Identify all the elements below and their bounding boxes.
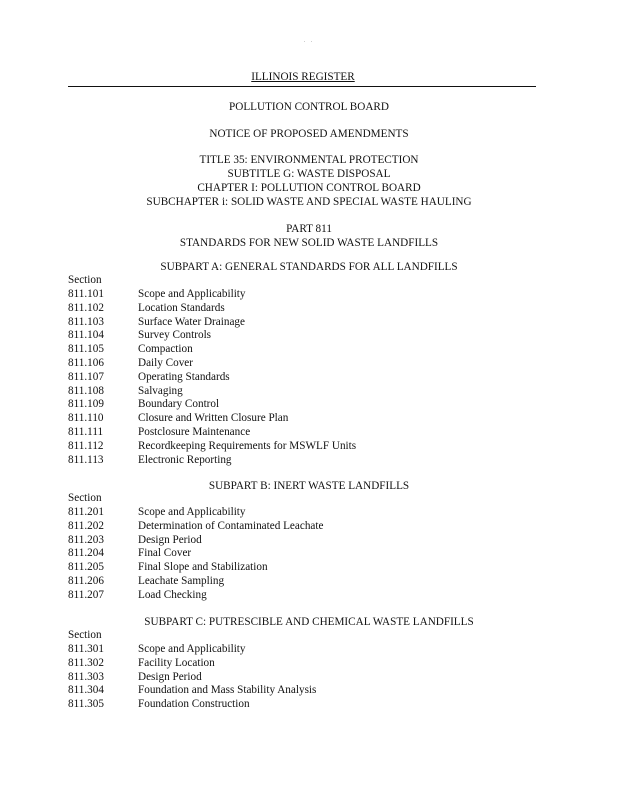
toc-row — [68, 520, 548, 534]
section-title: Postclosure Maintenance — [138, 425, 251, 438]
section-title: Final Cover — [138, 547, 192, 560]
toc-row — [68, 329, 548, 343]
section-number: 811.112 — [68, 439, 104, 452]
title-line: TITLE 35: ENVIRONMENTAL PROTECTION — [199, 154, 419, 166]
section-number: 811.301 — [68, 643, 104, 655]
section-title: Location Standards — [138, 301, 225, 314]
section-number: 811.113 — [68, 453, 104, 466]
section-title: Closure and Written Closure Plan — [138, 412, 289, 425]
agency-name: POLLUTION CONTROL BOARD — [229, 101, 389, 113]
toc-row — [68, 426, 548, 440]
section-title: Design Period — [138, 533, 202, 546]
section-title: Operating Standards — [138, 370, 230, 383]
toc-row — [68, 643, 548, 657]
subpart-a-heading-wrap — [0, 260, 618, 274]
toc-row — [68, 561, 548, 575]
section-title: Final Slope and Stabilization — [138, 561, 268, 574]
section-title: Leachate Sampling — [138, 574, 225, 587]
header-rule — [68, 86, 536, 87]
agency-heading — [0, 100, 618, 114]
toc-row — [68, 343, 548, 357]
section-number: 811.203 — [68, 533, 104, 546]
section-number: 811.204 — [68, 547, 104, 560]
section-title: Survey Controls — [138, 329, 212, 342]
section-title: Foundation Construction — [138, 698, 250, 711]
toc-row — [68, 316, 548, 330]
toc-row — [68, 454, 548, 468]
notice-title: NOTICE OF PROPOSED AMENDMENTS — [209, 128, 409, 140]
part-block — [0, 222, 618, 250]
subchapter-line: SUBCHAPTER i: SOLID WASTE AND SPECIAL WASTE HAULING — [146, 196, 472, 208]
part-number: PART 811 — [286, 223, 332, 235]
section-number: 811.302 — [68, 656, 104, 669]
toc-row — [68, 589, 548, 603]
page-top-marks: . . — [303, 38, 315, 44]
toc-row — [68, 698, 548, 712]
toc-row — [68, 506, 548, 520]
subpart-b-heading-wrap — [0, 479, 618, 493]
toc-row — [68, 575, 548, 589]
toc-row — [68, 398, 548, 412]
section-title: Recordkeeping Requirements for MSWLF Units — [138, 439, 357, 452]
subpart-c-heading-wrap — [0, 615, 618, 629]
chapter-line: CHAPTER I: POLLUTION CONTROL BOARD — [197, 182, 421, 194]
section-number: 811.106 — [68, 356, 104, 369]
toc-row — [68, 547, 548, 561]
toc-row — [68, 534, 548, 548]
section-title: Scope and Applicability — [138, 643, 246, 655]
toc-row — [68, 357, 548, 371]
section-label: Section — [68, 274, 102, 286]
toc-row — [68, 671, 548, 685]
section-title: Scope and Applicability — [138, 506, 246, 518]
section-number: 811.305 — [68, 698, 104, 711]
section-number: 811.207 — [68, 588, 104, 601]
section-number: 811.110 — [68, 412, 104, 425]
title-block — [0, 153, 618, 209]
section-number: 811.103 — [68, 315, 104, 328]
section-title: Surface Water Drainage — [138, 315, 245, 328]
subpart-b-toc — [68, 506, 548, 603]
section-title: Scope and Applicability — [138, 288, 246, 300]
subpart-a-toc — [68, 288, 548, 467]
section-title: Foundation and Mass Stability Analysis — [138, 684, 317, 697]
section-number: 811.104 — [68, 329, 104, 342]
toc-row — [68, 371, 548, 385]
section-number: 811.206 — [68, 574, 104, 587]
section-title: Electronic Reporting — [138, 453, 232, 466]
section-label: Section — [68, 629, 102, 641]
subpart-heading: SUBPART B: INERT WASTE LANDFILLS — [208, 480, 410, 492]
section-number: 811.109 — [68, 398, 104, 411]
toc-row — [68, 385, 548, 399]
subpart-heading: SUBPART A: GENERAL STANDARDS FOR ALL LANDFILLS — [160, 261, 458, 273]
section-title: Boundary Control — [138, 398, 220, 411]
subpart-heading: SUBPART C: PUTRESCIBLE AND CHEMICAL WASTE LANDFILLS — [144, 616, 474, 628]
section-number: 811.101 — [68, 288, 104, 300]
toc-row — [68, 440, 548, 454]
section-number: 811.102 — [68, 301, 104, 314]
toc-row — [68, 684, 548, 698]
section-title: Compaction — [138, 343, 193, 356]
section-number: 811.111 — [68, 425, 104, 438]
section-number: 811.202 — [68, 519, 104, 532]
section-title: Salvaging — [138, 384, 183, 397]
section-number: 811.107 — [68, 370, 104, 383]
toc-row — [68, 288, 548, 302]
toc-row — [68, 302, 548, 316]
notice-heading — [0, 127, 618, 141]
section-number: 811.304 — [68, 684, 104, 697]
section-label: Section — [68, 492, 102, 504]
section-title: Determination of Contaminated Leachate — [138, 519, 324, 532]
section-number: 811.108 — [68, 384, 104, 397]
part-title: STANDARDS FOR NEW SOLID WASTE LANDFILLS — [179, 237, 439, 249]
subtitle-line: SUBTITLE G: WASTE DISPOSAL — [227, 168, 391, 180]
section-number: 811.303 — [68, 670, 104, 683]
register-header: ILLINOIS REGISTER — [251, 71, 355, 83]
section-number: 811.105 — [68, 343, 104, 356]
section-title: Design Period — [138, 670, 202, 683]
toc-row — [68, 657, 548, 671]
section-title: Load Checking — [138, 588, 207, 601]
section-title: Daily Cover — [138, 356, 193, 369]
section-title: Facility Location — [138, 656, 215, 669]
section-number: 811.201 — [68, 506, 104, 518]
subpart-c-toc — [68, 643, 548, 712]
toc-row — [68, 412, 548, 426]
section-number: 811.205 — [68, 561, 104, 574]
